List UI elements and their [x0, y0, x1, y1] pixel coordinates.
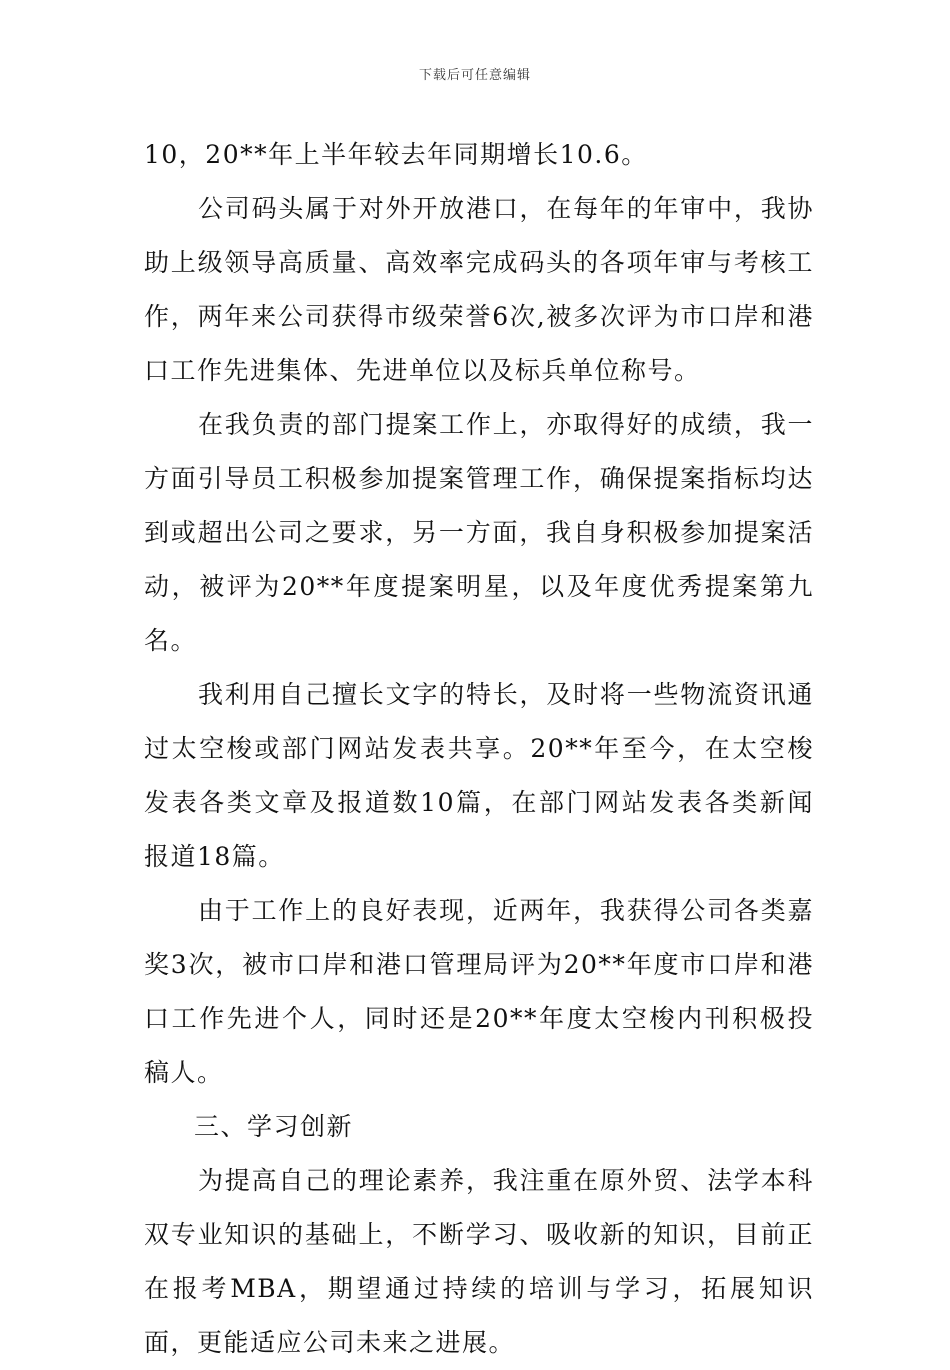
paragraph-continuation: 10，20**年上半年较去年同期增长10.6。 — [144, 140, 648, 169]
paragraph-awards: 由于工作上的良好表现，近两年，我获得公司各类嘉奖3次，被市口岸和港口管理局评为20**年度市口岸和港口工作先进个人，同时还是20**年度太空梭内刊积极投稿人。 — [144, 896, 814, 1087]
paragraph-learning: 为提高自己的理论素养，我注重在原外贸、法学本科双专业知识的基础上，不断学习、吸收新的知识，目前正在报考MBA，期望通过持续的培训与学习，拓展知识面，更能适应公司未来之进展。 — [144, 1166, 814, 1357]
paragraph-port-review: 公司码头属于对外开放港口，在每年的年审中，我协助上级领导高质量、高效率完成码头的各项年审与考核工作，两年来公司获得市级荣誉6次,被多次评为市口岸和港口工作先进集体、先进单位以及标兵单位称号。 — [144, 194, 814, 385]
paragraph-writing: 我利用自己擅长文字的特长，及时将一些物流资讯通过太空梭或部门网站发表共享。20**年至今，在太空梭发表各类文章及报道数10篇，在部门网站发表各类新闻报道18篇。 — [144, 680, 814, 871]
section-heading-learning: 三、学习创新 — [194, 1112, 354, 1141]
document-body — [144, 128, 814, 1370]
header-note: 下载后可任意编辑 — [418, 68, 531, 83]
paragraph-proposals: 在我负责的部门提案工作上，亦取得好的成绩，我一方面引导员工积极参加提案管理工作，确保提案指标均达到或超出公司之要求，另一方面，我自身积极参加提案活动，被评为20**年度提案明星，以及年度优秀提案第九名。 — [144, 410, 814, 655]
